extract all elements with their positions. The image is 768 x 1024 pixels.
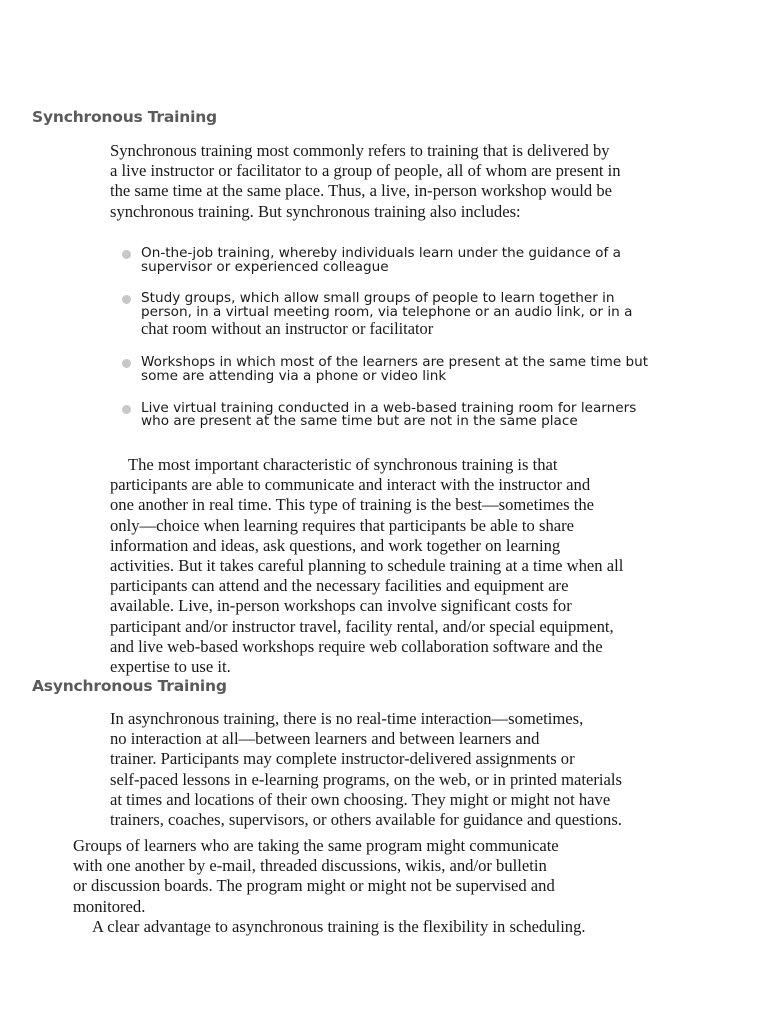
text-line: trainers, coaches, supervisors, or others available for guidance and questions.: [110, 810, 622, 830]
list-item-line: person, in a virtual meeting room, via telephone or an audio link, or in a: [141, 303, 633, 320]
section-heading-asynchronous: Asynchronous Training: [32, 677, 227, 695]
bullet-dot-icon: [122, 405, 131, 414]
list-item-line: Live virtual training conducted in a web-based training room for learners: [141, 399, 637, 416]
text-line: Synchronous training most commonly refers to training that is delivered by: [110, 141, 610, 160]
asynchronous-paragraph-2: [73, 836, 559, 917]
list-item: [122, 292, 648, 338]
text-line: participants can attend and the necessary facilities and equipment are: [110, 576, 569, 596]
list-item: [122, 247, 648, 274]
text-line: the same time at the same place. Thus, a live, in-person workshop would be: [110, 181, 612, 201]
text-line: and live web-based workshops require web collaboration software and the: [110, 636, 603, 656]
text-line: with one another by e-mail, threaded discussions, wikis, and/or bulletin: [73, 856, 547, 876]
bullet-dot-icon: [122, 359, 131, 368]
synchronous-bullet-list: [122, 247, 648, 429]
asynchronous-paragraph-3: [92, 917, 586, 937]
text-line: no interaction at all—between learners and between learners and: [110, 729, 540, 749]
list-item-line: chat room without an instructor or facilitator: [141, 319, 434, 339]
text-line: or discussion boards. The program might or might not be supervised and: [73, 876, 555, 896]
text-line: In asynchronous training, there is no real-time interaction—sometimes,: [110, 709, 584, 728]
section-heading-synchronous: Synchronous Training: [32, 108, 217, 126]
text-line: only—choice when learning requires that participants be able to share: [110, 515, 574, 535]
list-item-line: On-the-job training, whereby individuals learn under the guidance of a: [141, 245, 621, 261]
text-line: Groups of learners who are taking the same program might communicate: [73, 836, 559, 855]
text-line: participant and/or instructor travel, facility rental, and/or special equipment,: [110, 616, 614, 636]
list-item: [122, 356, 648, 383]
text-line: available. Live, in-person workshops can involve significant costs for: [110, 596, 572, 616]
text-line: synchronous training. But synchronous training also includes:: [110, 201, 521, 221]
list-item-line: who are present at the same time but are not in the same place: [141, 413, 578, 430]
text-line: participants are able to communicate and interact with the instructor and: [110, 475, 591, 495]
text-line: The most important characteristic of synchronous training is that: [128, 455, 558, 474]
text-line: expertise to use it.: [110, 657, 231, 677]
text-line: one another in real time. This type of training is the best—sometimes the: [110, 495, 595, 515]
synchronous-intro-paragraph: [110, 141, 621, 222]
list-item-line: Workshops in which most of the learners are present at the same time but: [141, 354, 649, 371]
text-line: information and ideas, ask questions, and work together on learning: [110, 535, 561, 555]
text-line: self-paced lessons in e-learning programs, on the web, or in printed materials: [110, 769, 622, 789]
bullet-dot-icon: [122, 250, 131, 259]
list-item-line: Study groups, which allow small groups of people to learn together in: [141, 290, 615, 307]
synchronous-body-paragraph: [110, 455, 623, 677]
text-line: monitored.: [73, 896, 146, 916]
list-item-line: supervisor or experienced colleague: [141, 258, 389, 275]
text-line: A clear advantage to asynchronous training is the flexibility in scheduling.: [92, 917, 586, 936]
asynchronous-paragraph-1: [110, 709, 622, 830]
text-line: at times and locations of their own choosing. They might or might not have: [110, 789, 611, 809]
text-line: trainer. Participants may complete instructor-delivered assignments or: [110, 749, 575, 769]
bullet-dot-icon: [122, 295, 131, 304]
list-item: [122, 399, 648, 430]
text-line: activities. But it takes careful planning to schedule training at a time when all: [110, 556, 624, 576]
list-item-line: some are attending via a phone or video link: [141, 367, 447, 384]
text-line: a live instructor or facilitator to a group of people, all of whom are present in: [110, 161, 621, 181]
